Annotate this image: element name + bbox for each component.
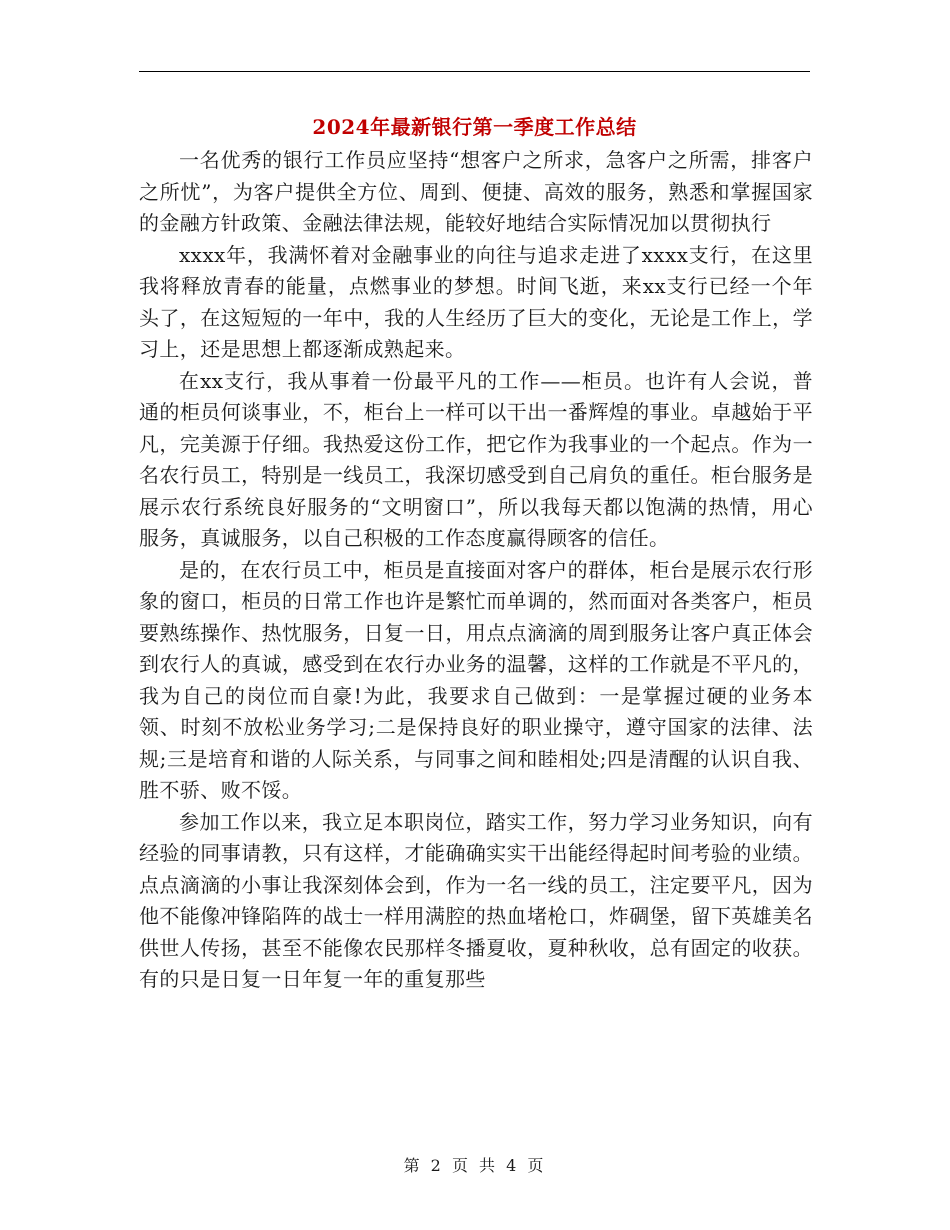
header-rule [139, 71, 810, 72]
paragraph-2: xxxx年，我满怀着对金融事业的向往与追求走进了xxxx支行，在这里我将释放青春的能量，点燃事业的梦想。时间飞逝，来xx支行已经一个年头了，在这短短的一年中，我的人生经历了巨大的变化，无论是工作上，学习上，还是思想上都逐渐成熟起来。 [139, 242, 813, 361]
paragraph-5: 参加工作以来，我立足本职岗位，踏实工作，努力学习业务知识，向有经验的同事请教，只有这样，才能确确实实干出能经得起时间考验的业绩。点点滴滴的小事让我深刻体会到，作为一名一线的员工，注定要平凡，因为他不能像冲锋陷阵的战士一样用满腔的热血堵枪口，炸碉堡，留下英雄美名供世人传扬，甚至不能像农民那样冬播夏收，夏种秋收，总有固定的收获。有的只是日复一日年复一年的重复那些 [139, 809, 813, 991]
paragraph-4: 是的，在农行员工中，柜员是直接面对客户的群体，柜台是展示农行形象的窗口，柜员的日常工作也许是繁忙而单调的，然而面对各类客户，柜员要熟练操作、热忱服务，日复一日，用点点滴滴的周到服务让客户真正体会到农行人的真诚，感受到在农行办业务的温馨，这样的工作就是不平凡的，我为自己的岗位而自豪!为此，我要求自己做到：一是掌握过硬的业务本领、时刻不放松业务学习;二是保持良好的职业操守，遵守国家的法律、法规;三是培育和谐的人际关系，与同事之间和睦相处;四是清醒的认识自我、胜不骄、败不馁。 [139, 557, 813, 802]
paragraph-1: 一名优秀的银行工作员应坚持“想客户之所求，急客户之所需，排客户之所忧”，为客户提供全方位、周到、便捷、高效的服务，熟悉和掌握国家的金融方针政策、金融法律法规，能较好地结合实际情况加以贯彻执行 [139, 148, 813, 235]
paragraph-3: 在xx支行，我从事着一份最平凡的工作——柜员。也许有人会说，普通的柜员何谈事业，不，柜台上一样可以干出一番辉煌的事业。卓越始于平凡，完美源于仔细。我热爱这份工作，把它作为我事业的一个起点。作为一名农行员工，特别是一线员工，我深切感受到自己肩负的重任。柜台服务是展示农行系统良好服务的“文明窗口”，所以我每天都以饱满的热情，用心服务，真诚服务，以自己积极的工作态度赢得顾客的信任。 [139, 368, 813, 550]
document-title: 2024年最新银行第一季度工作总结 [312, 115, 637, 139]
page-number-footer: 第 2 页 共 4 页 [403, 1156, 547, 1175]
document-body [139, 145, 813, 996]
